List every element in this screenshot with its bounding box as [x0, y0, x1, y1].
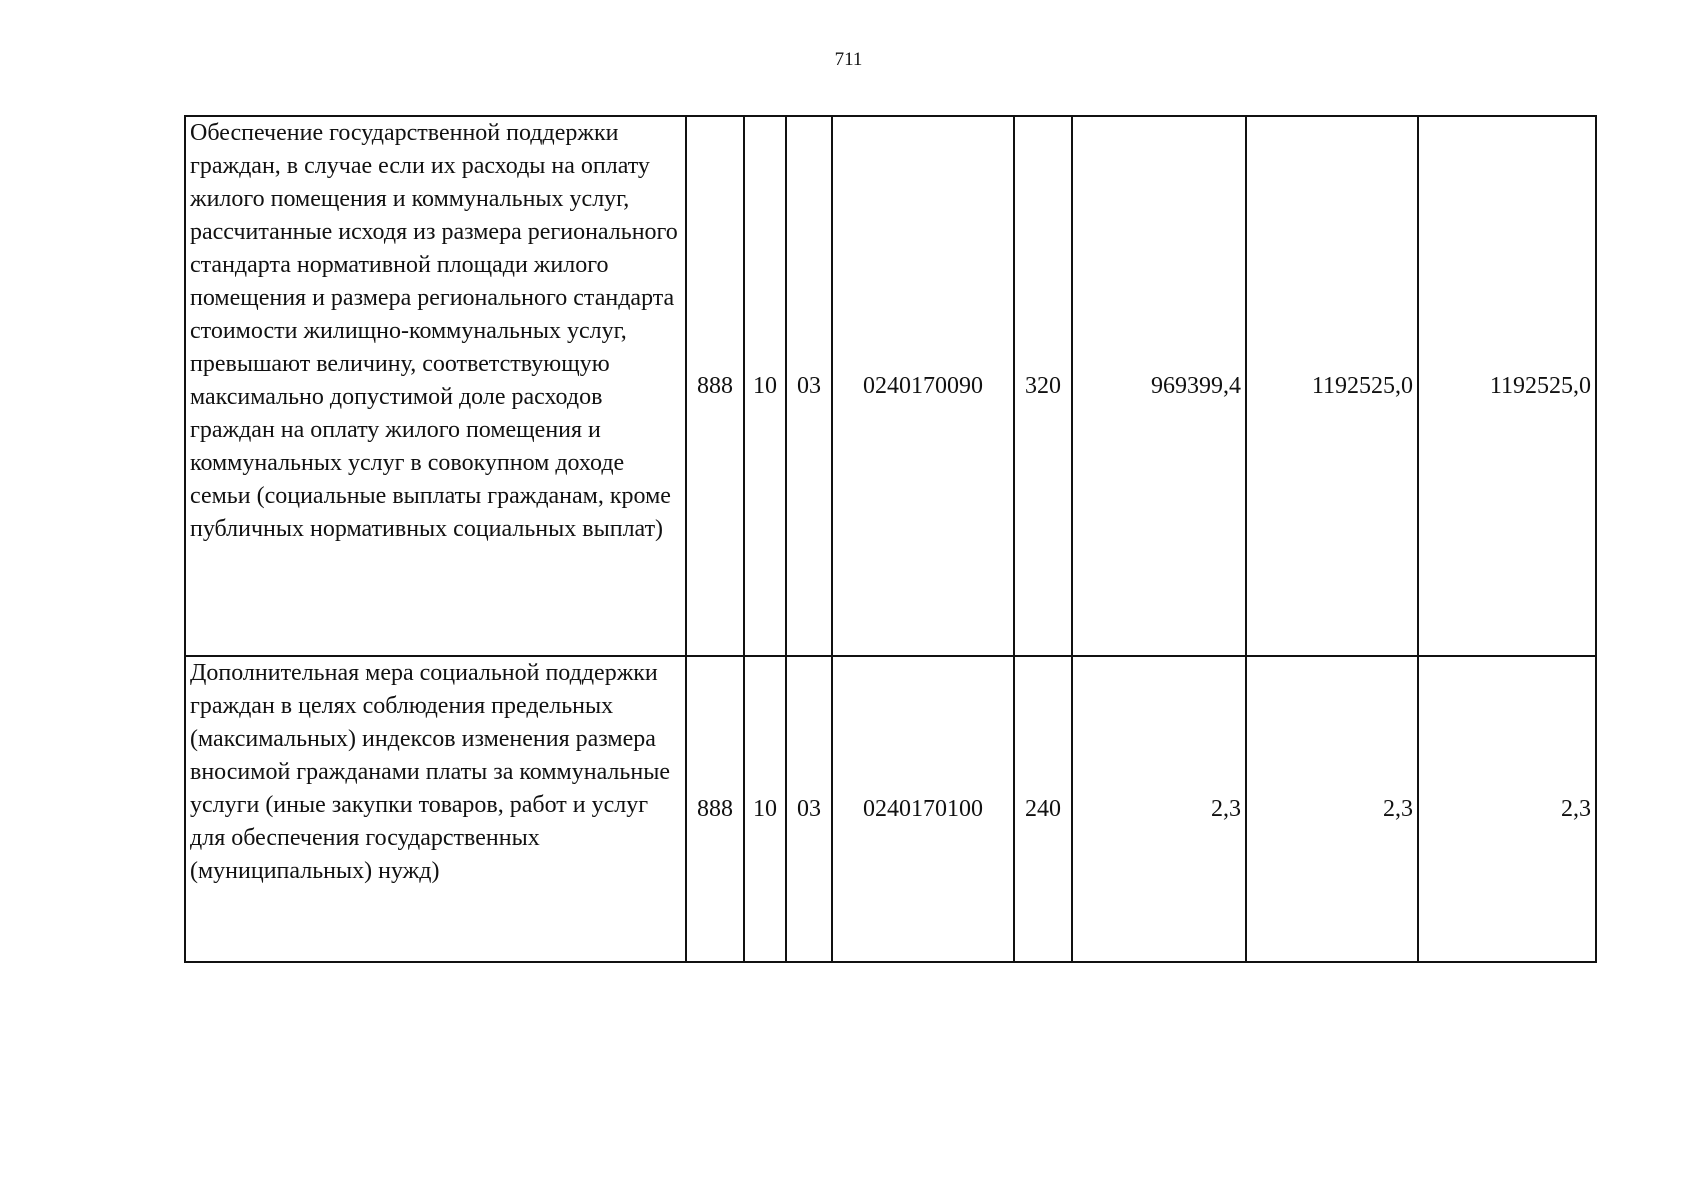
- amount-3: 2,3: [1418, 656, 1596, 962]
- budget-table: [184, 115, 1597, 963]
- expense-type-code: 320: [1014, 116, 1072, 656]
- ministry-code: 888: [686, 116, 744, 656]
- target-article-code: 0240170100: [832, 656, 1014, 962]
- amount-3: 1192525,0: [1418, 116, 1596, 656]
- amount-2: 2,3: [1246, 656, 1418, 962]
- page-number: 711: [834, 49, 863, 70]
- section-code: 10: [744, 116, 786, 656]
- amount-1: 969399,4: [1072, 116, 1246, 656]
- ministry-code: 888: [686, 656, 744, 962]
- row-description: Обеспечение государственной поддержки граждан, в случае если их расходы на оплату жилого помещения и коммунальных услуг, рассчитанные исходя из размера регионального стандарта нормативной площади жилого помещения и размера регионального стандарта стоимости жилищно-коммунальных услуг, превышают величину, соответствующую максимально допустимой доле расходов граждан на оплату жилого помещения и коммунальных услуг в совокупном доходе семьи (социальные выплаты гражданам, кроме публичных нормативных социальных выплат): [185, 116, 686, 656]
- target-article-code: 0240170090: [832, 116, 1014, 656]
- amount-2: 1192525,0: [1246, 116, 1418, 656]
- table-row: [185, 656, 1596, 962]
- amount-1: 2,3: [1072, 656, 1246, 962]
- section-code: 10: [744, 656, 786, 962]
- expense-type-code: 240: [1014, 656, 1072, 962]
- row-description: Дополнительная мера социальной поддержки граждан в целях соблюдения предельных (максимальных) индексов изменения размера вносимой гражданами платы за коммунальные услуги (иные закупки товаров, работ и услуг для обеспечения государственных (муниципальных) нужд): [185, 656, 686, 962]
- subsection-code: 03: [786, 116, 832, 656]
- table-row: [185, 116, 1596, 656]
- subsection-code: 03: [786, 656, 832, 962]
